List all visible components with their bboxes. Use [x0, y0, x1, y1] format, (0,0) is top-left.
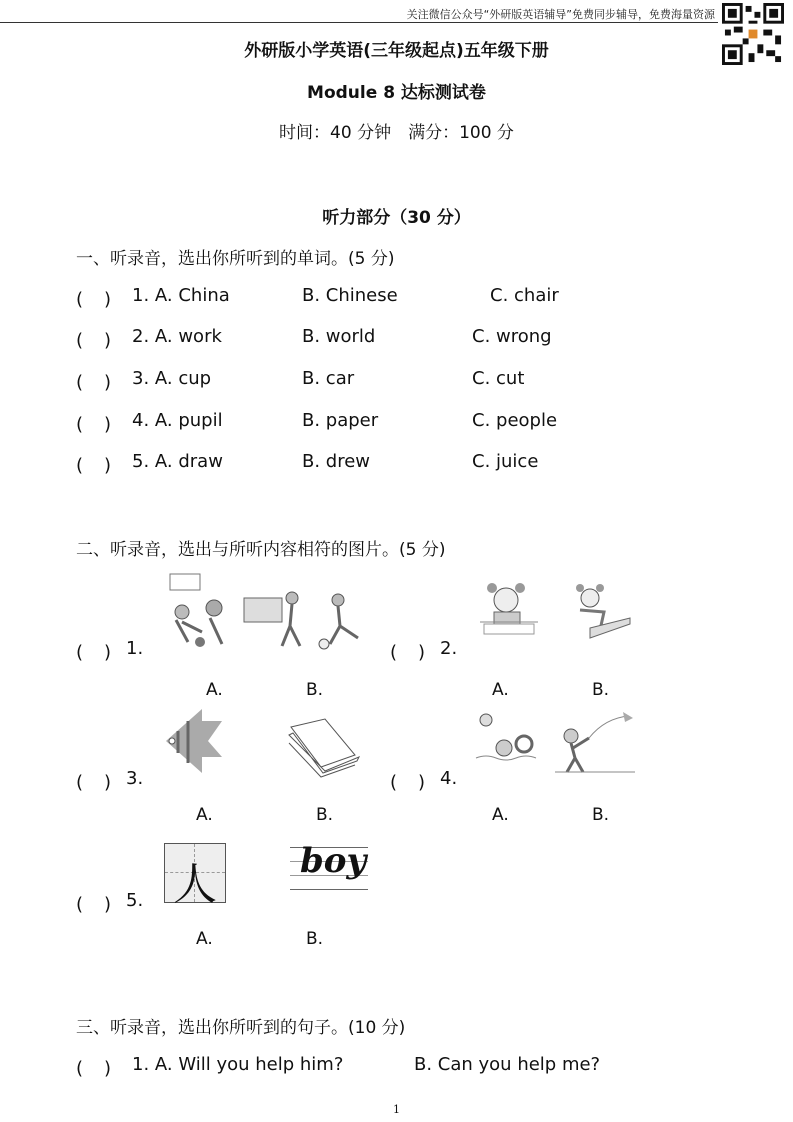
question-number: 4.: [440, 768, 458, 789]
swimming-picture: [474, 710, 540, 770]
option-c: C. chair: [490, 285, 559, 306]
character-ren-picture: [164, 843, 226, 910]
answer-blank[interactable]: ( ): [390, 642, 421, 663]
answer-blank[interactable]: ( ): [76, 894, 107, 915]
girl-writing-picture: [560, 578, 632, 652]
option-b: B. car: [302, 368, 355, 389]
option-b-label: B.: [316, 805, 334, 825]
paper-fish-picture: [162, 707, 228, 777]
section3-title: 三、听录音，选出你所听到的句子。(10 分): [76, 1018, 406, 1038]
answer-blank[interactable]: ( ): [76, 1058, 107, 1079]
option-b-label: B.: [306, 929, 324, 949]
listening-title: 听力部分（30 分）: [322, 208, 471, 228]
question-number: 3.: [126, 768, 144, 789]
time-score: 时间：40 分钟 满分：100 分: [279, 123, 514, 143]
word-boy-picture: [290, 843, 368, 893]
module-title: Module 8 达标测试卷: [307, 83, 486, 103]
option-b: B. Can you help me?: [414, 1054, 601, 1075]
answer-blank[interactable]: ( ): [76, 772, 107, 793]
answer-blank[interactable]: ( ): [76, 642, 107, 663]
word-boy: boy: [300, 841, 367, 881]
answer-blank[interactable]: ( ): [76, 455, 107, 476]
question-number: 5.: [126, 890, 144, 911]
exam-title: 外研版小学英语(三年级起点)五年级下册: [244, 41, 549, 61]
option-c: C. juice: [472, 451, 539, 472]
option-b-label: B.: [306, 680, 324, 700]
answer-blank[interactable]: ( ): [76, 414, 107, 435]
page-number: 1: [393, 1103, 400, 1116]
option-a: 4. A. pupil: [132, 410, 223, 431]
answer-blank[interactable]: ( ): [76, 330, 107, 351]
football-picture: [240, 590, 370, 652]
option-a-label: A.: [492, 805, 509, 825]
option-a: 3. A. cup: [132, 368, 212, 389]
question-number: 2.: [440, 638, 458, 659]
section1-title: 一、听录音，选出你所听到的单词。(5 分): [76, 249, 395, 269]
answer-blank[interactable]: ( ): [76, 372, 107, 393]
option-a: 1. A. China: [132, 285, 230, 306]
option-b: B. world: [302, 326, 376, 347]
option-a: 1. A. Will you help him?: [132, 1054, 344, 1075]
option-c: C. wrong: [472, 326, 552, 347]
option-c: C. cut: [472, 368, 525, 389]
girl-drawing-picture: [474, 578, 550, 642]
option-a: 5. A. draw: [132, 451, 223, 472]
option-c: C. people: [472, 410, 558, 431]
option-b-label: B.: [592, 680, 610, 700]
option-a-label: A.: [492, 680, 509, 700]
option-a-label: A.: [196, 929, 213, 949]
option-b: B. drew: [302, 451, 371, 472]
question-number: 1.: [126, 638, 144, 659]
answer-blank[interactable]: ( ): [390, 772, 421, 793]
header-divider: [0, 22, 718, 23]
answer-blank[interactable]: ( ): [76, 289, 107, 310]
paper-sheets-picture: [285, 717, 367, 779]
option-b: B. paper: [302, 410, 379, 431]
flying-kite-picture: [555, 712, 635, 778]
option-a-label: A.: [196, 805, 213, 825]
option-a: 2. A. work: [132, 326, 222, 347]
section2-title: 二、听录音，选出与所听内容相符的图片。(5 分): [76, 540, 446, 560]
character-ren: 人: [173, 859, 217, 910]
option-a-label: A.: [206, 680, 223, 700]
basketball-picture: [162, 572, 240, 652]
option-b: B. Chinese: [302, 285, 398, 306]
header-notice: 关注微信公众号“外研版英语辅导”免费同步辅导，免费海量资源: [406, 8, 715, 21]
option-b-label: B.: [592, 805, 610, 825]
